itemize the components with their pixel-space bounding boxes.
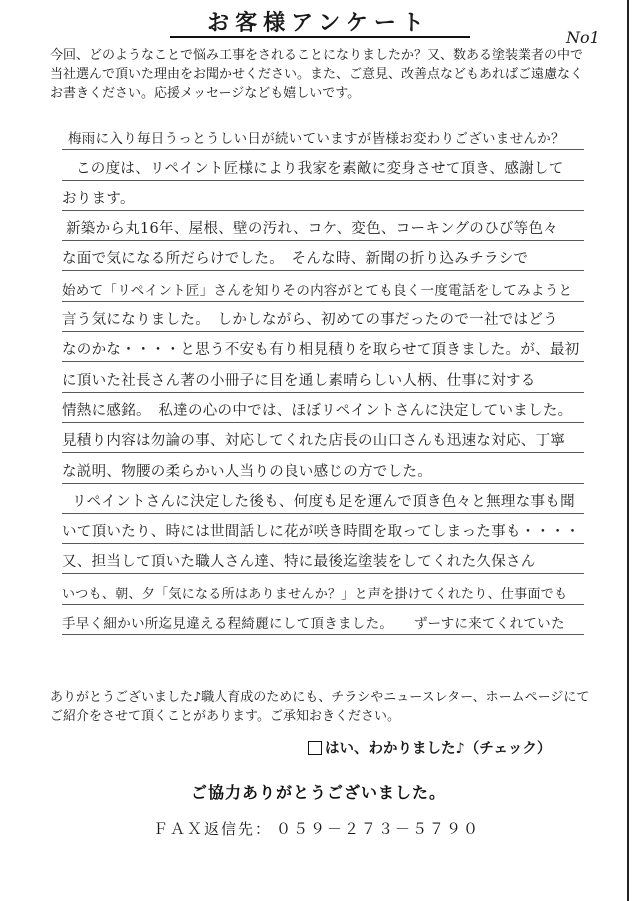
answer-line xyxy=(62,271,584,301)
answer-text: いて頂いたり、時には世間話しに花が咲き時間を取ってしまった事も・・・・ xyxy=(62,524,580,541)
answer-line xyxy=(62,302,584,332)
answer-text: 情熱に感銘。 私達の心の中では、ほぼリペイントさんに決定していました。 xyxy=(62,402,573,419)
answer-text: なのかな・・・・と思う不安も有り相見積りを取らせて頂きました。が、最初 xyxy=(62,342,580,359)
answer-text: 手早く細かい所迄見違える程綺麗にして頂きました。 ずーすに来てくれていた xyxy=(62,616,565,633)
answer-line xyxy=(62,120,584,150)
answer-text: 又、担当して頂いた職人さん達、特に最後迄塗装をしてくれた久保さん xyxy=(62,554,536,571)
answer-text: 言う気になりました。 しかしながら、初めての事だったので一社ではどう xyxy=(62,312,558,329)
consent-checkbox[interactable] xyxy=(308,741,322,755)
fax-info xyxy=(0,818,637,839)
answer-line xyxy=(62,605,584,635)
answer-text: いつも、朝、夕「気になる所はありませんか？」と声を掛けてくれたり、仕事面でも xyxy=(62,586,568,602)
answer-text: な面で気になる所だらけでした。 そんな時、新聞の折り込みチラシで xyxy=(62,251,529,268)
answer-text: 見積り内容は勿論の事、対応してくれた店長の山口さんも迅速な対応、丁寧 xyxy=(62,433,566,450)
answer-text: リペイントさんに決定した後も、何度も足を運んで頂き色々と無理な事も聞 xyxy=(72,493,575,510)
answer-line xyxy=(62,574,584,604)
answer-line xyxy=(62,514,584,544)
page-border xyxy=(627,0,629,901)
answer-line xyxy=(62,484,584,514)
answer-line xyxy=(62,332,584,362)
intro-question: 今回、どのようなことで悩み工事をされることになりましたか？又、数ある塗装業者の中で当社選んで頂いた理由をお聞かせください。また、ご意見、改善点などもあればご遠慮なくお書きください。応援メッセージなども嬉しいです。 xyxy=(50,48,584,101)
fax-label: ＦＡＸ返信先： xyxy=(152,820,272,838)
form-number: No1 xyxy=(566,28,600,47)
answer-text: に頂いた社長さん著の小冊子に目を通し素晴らしい人柄、仕事に対する xyxy=(62,372,536,389)
answer-text: 梅雨に入り毎日うっとうしい日が続いていますが皆様お変わりございませんか？ xyxy=(68,131,565,148)
answer-line xyxy=(62,453,584,483)
answer-line xyxy=(62,393,584,423)
answer-line xyxy=(62,211,584,241)
answer-line xyxy=(62,362,584,392)
answer-line xyxy=(62,544,584,574)
answer-text: 始めて「リペイント匠」さんを知りその内容がとても良く一度電話をしてみようと xyxy=(62,282,573,299)
answer-text: 新築から丸16年、屋根、壁の汚れ、コケ、変色、コーキングのひび等色々 xyxy=(66,221,559,238)
answer-line xyxy=(62,423,584,453)
cooperation-message: ご協力ありがとうございました。 xyxy=(190,783,446,802)
fax-number: ０５９－２７３－５７９０ xyxy=(276,820,481,838)
answer-line xyxy=(62,181,584,211)
handwritten-answer xyxy=(62,120,584,635)
answer-line xyxy=(62,150,584,180)
consent-check xyxy=(308,737,551,758)
title-underline xyxy=(170,36,470,38)
answer-text: おります。 xyxy=(62,190,135,207)
answer-line xyxy=(62,241,584,271)
consent-check-label: はい、わかりました♪（チェック） xyxy=(325,741,552,757)
consent-notice: ありがとうございました♪職人育成のためにも、チラシやニュースレター、ホームページにてご紹介をさせて頂くことがあります。ご承知おきください。 xyxy=(50,690,590,724)
answer-text: この度は、リペイント匠様により我家を素敵に変身させて頂き、感謝して xyxy=(76,160,564,177)
page-title: お客様アンケート xyxy=(207,11,430,36)
answer-text: な説明、物腰の柔らかい人当りの良い感じの方でした。 xyxy=(62,463,432,480)
